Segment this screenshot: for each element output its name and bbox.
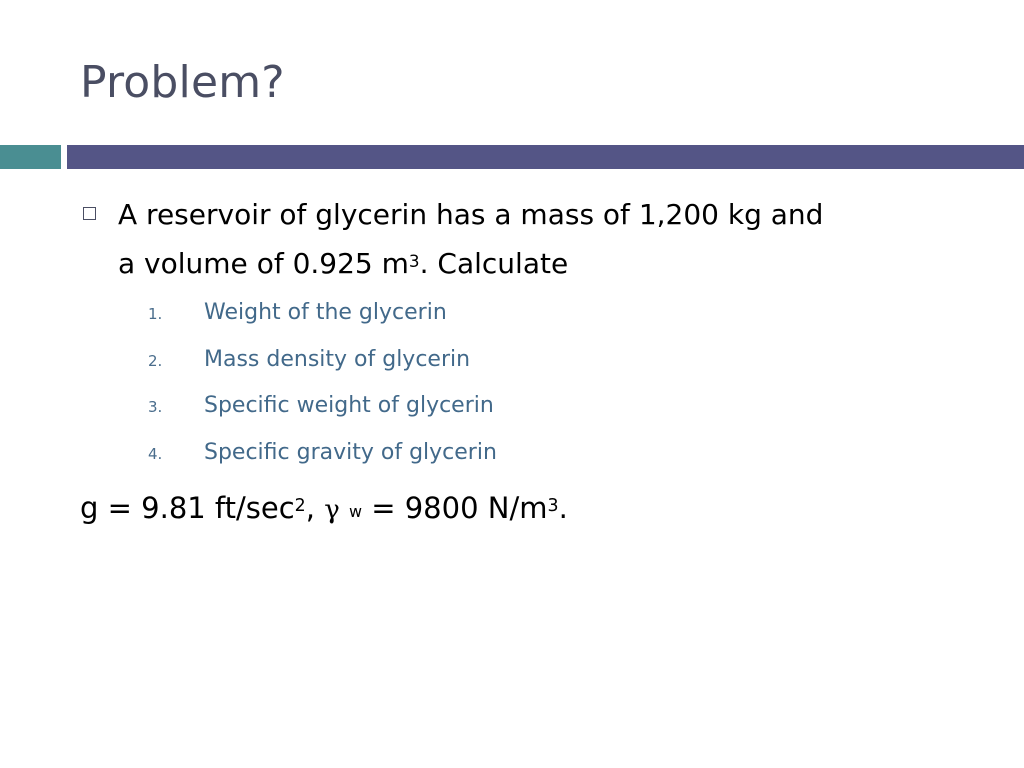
list-item-number: 4. <box>148 444 163 463</box>
list-item-label: Mass density of glycerin <box>204 346 471 372</box>
list-item-label: Specific gravity of glycerin <box>204 439 497 465</box>
list-item-number: 3. <box>148 398 163 416</box>
formula-comma: , <box>305 491 325 525</box>
title-divider-bar <box>67 145 1024 169</box>
main-bullet <box>82 190 992 288</box>
list-item-label: Weight of the glycerin <box>204 300 447 325</box>
gamma-subscript: w <box>348 502 362 521</box>
gravity-text: g = 9.81 ft/sec <box>80 491 295 525</box>
slide-title: Problem? <box>80 57 285 108</box>
gamma-symbol: γ <box>324 495 340 525</box>
bullet-line-1 <box>82 190 992 239</box>
gravity-exponent: 2 <box>294 496 306 516</box>
hollow-square-bullet-icon <box>83 207 96 220</box>
volume-exponent: 3 <box>408 251 420 271</box>
bullet-line-2 <box>82 239 992 288</box>
bullet-text-line-2-end: . Calculate <box>419 247 569 280</box>
numbered-sub-list <box>148 290 497 476</box>
given-constants-formula <box>80 484 568 534</box>
gamma-exponent: 3 <box>547 496 559 516</box>
bullet-text-line-1: A reservoir of glycerin has a mass of 1,200 kg and <box>118 198 824 231</box>
formula-end: . <box>558 491 568 525</box>
list-item-label: Specific weight of glycerin <box>204 393 494 418</box>
title-divider-accent <box>0 145 61 169</box>
bullet-text-line-2: a volume of 0.925 m <box>118 247 409 280</box>
list-item <box>148 290 497 337</box>
gamma-value: = 9800 N/m <box>362 491 548 525</box>
list-item <box>148 383 497 430</box>
list-item-number: 2. <box>148 351 163 370</box>
list-item <box>148 337 497 384</box>
list-item <box>148 430 497 477</box>
list-item-number: 1. <box>148 305 163 323</box>
